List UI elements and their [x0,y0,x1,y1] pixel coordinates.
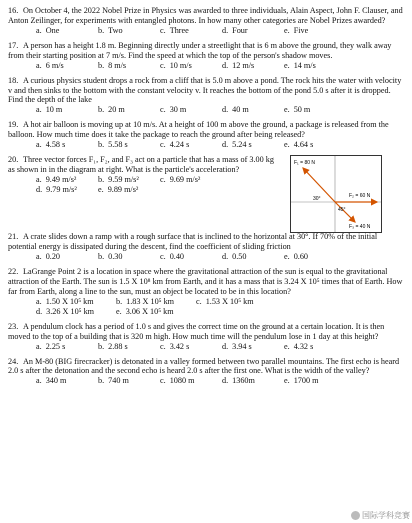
option-d: d. 9.79 m/s² [36,184,77,194]
option-a: a. 2.25 s [36,341,66,351]
f2-label: F₂ = 60 N [349,193,371,200]
question-number: 16. [8,6,19,15]
f3-label: F₃ = 40 N [349,224,371,231]
question-number: 17. [8,40,19,50]
option-d: d. Four [222,25,248,35]
option-a: a. 10 m [36,105,63,115]
option-a: a. 6 m/s [36,60,64,70]
option-b: b. 20 m [98,105,125,115]
option-b: b. Two [98,25,123,35]
option-e: e. 0.60 [284,251,309,261]
option-a: a. One [36,25,60,35]
question-22 [8,267,406,317]
answer-options [8,26,406,36]
option-a: a. 340 m [36,376,67,386]
question-text: A curious physics student drops a rock from a cliff that is 5.0 m above a pond. The rock hits the water with velocity v and then sinks to the bottom with the constant velocity v. It reaches the bottom of the pond 5.0 s after it is dropped. Find the depth of the lake [8,75,402,105]
option-a: a. 1.50 X 10⁵ km [36,296,94,306]
question-17 [8,41,406,71]
option-c: c. 30 m [160,105,187,115]
question-number: 20. [8,155,19,165]
option-c: c. 9.69 m/s² [160,174,201,184]
option-c: c. 3.42 s [160,341,190,351]
answer-options-row2 [8,307,406,317]
option-b: b. 740 m [98,376,129,386]
option-e: e. 4.64 s [284,140,314,150]
answer-options [8,376,406,386]
question-number: 21. [8,232,19,242]
option-c: c. 0.40 [160,251,185,261]
option-d: d. 1360m [222,376,255,386]
exam-page [8,6,406,391]
question-number: 24. [8,356,19,366]
question-23 [8,322,406,352]
watermark-text: 国际学科竞赛 [362,511,410,520]
option-e: e. 50 m [284,105,311,115]
option-e: e. 4.32 s [284,341,314,351]
question-text: A person has a height 1.8 m. Beginning directly under a streetlight that is 6 m above the ground, they walk away from their starting position at 7 m/s. Find the speed at which the top of the person's shadow moves. [8,40,392,60]
question-text: A crate slides down a ramp with a rough surface that is inclined to the horizontal at 30°. If 70% of the initial potential energy is dissipated during the descent, find the coefficient of sliding friction [8,232,378,252]
option-e: e. 1700 m [284,376,319,386]
question-number: 23. [8,321,19,331]
option-d: d. 3.94 s [222,341,252,351]
option-b: b. 5.58 s [98,140,128,150]
option-e: e. 9.89 m/s² [98,184,139,194]
question-16 [8,6,406,36]
question-number: 18. [8,75,19,85]
question-text: Three vector forces F₁, F₂, and F₃ act on a particle that has a mass of 3.00 kg as shown in in the diagram at right. What is the particle's acceleration? [8,155,274,175]
question-text: On October 4, the 2022 Nobel Prize in Physics was awarded to three individuals, Alain Aspect, John F. Clauser, and Anton Zeilinger, for experiments with entangled photons. In how many other categories are Nobel Prizes awarded? [8,6,403,25]
option-a: a. 9.49 m/s² [36,174,77,184]
answer-options [8,140,406,150]
question-21 [8,232,406,262]
answer-options [8,342,406,352]
force-vector-diagram [290,155,382,233]
option-c: c. 1080 m [160,376,195,386]
force-vector-svg [291,156,381,232]
watermark [351,510,410,521]
option-b: b. 8 m/s [98,60,127,70]
question-18 [8,76,406,116]
option-b: b. 2.88 s [98,341,128,351]
answer-options-row1 [8,297,406,307]
question-text: An M-80 (BIG firecracker) is detonated in a valley formed between two parallel mountains. The first echo is heard 2.0 s after the detonation and the second echo is heard 2.0 s after the first one. What is the width of the valley? [8,356,400,376]
question-24 [8,357,406,387]
watermark-logo-icon [351,511,360,520]
question-text: A hot air balloon is moving up at 10 m/s. At a height of 100 m above the ground, a package is released from the balloon. How much time does it take the package to reach the ground after being released? [8,120,389,140]
option-a: a. 4.58 s [36,140,66,150]
answer-options [8,252,406,262]
option-d: d. 3.26 X 10⁵ km [36,306,95,316]
option-e: e. 3.06 X 10⁵ km [116,306,174,316]
option-b: b. 0.30 [98,251,123,261]
question-text: LaGrange Point 2 is a location in space where the gravitational attraction of the sun is equal to the gravitational attraction of the Earth. The sun is 1.5 X 10⁸ km from Earth, and it has a mass that is 3.24 X 10⁵ times that of Earth. How far from Earth, along a line to the sun, must an object be located to be in this location? [8,266,403,296]
option-c: c. 1.53 X 10⁵ km [196,296,254,306]
option-e: e. 14 m/s [284,60,316,70]
question-20 [8,155,406,231]
question-number: 22. [8,266,19,276]
option-d: d. 12 m/s [222,60,255,70]
option-d: d. 40 m [222,105,249,115]
option-e: e. Five [284,25,309,35]
option-b: b. 1.83 X 10⁵ km [116,296,175,306]
f1-label: F₁ = 80 N [294,160,316,167]
option-d: d. 0.50 [222,251,247,261]
answer-options [8,61,406,71]
option-c: c. 10 m/s [160,60,192,70]
answer-options [8,105,406,115]
option-a: a. 0.20 [36,251,61,261]
angle1-label: 30° [313,196,321,203]
option-c: c. 4.24 s [160,140,190,150]
option-d: d. 5.24 s [222,140,252,150]
question-text: A pendulum clock has a period of 1.0 s and gives the correct time on the ground at a certain location. It is then moved to the top of a building that is 320 m high. How much time will the pendulum lose in 1 day at this height? [8,321,385,341]
question-19 [8,120,406,150]
angle2-label: 45° [338,207,346,214]
question-number: 19. [8,120,19,130]
option-c: c. Three [160,25,189,35]
option-b: b. 9.59 m/s² [98,174,139,184]
